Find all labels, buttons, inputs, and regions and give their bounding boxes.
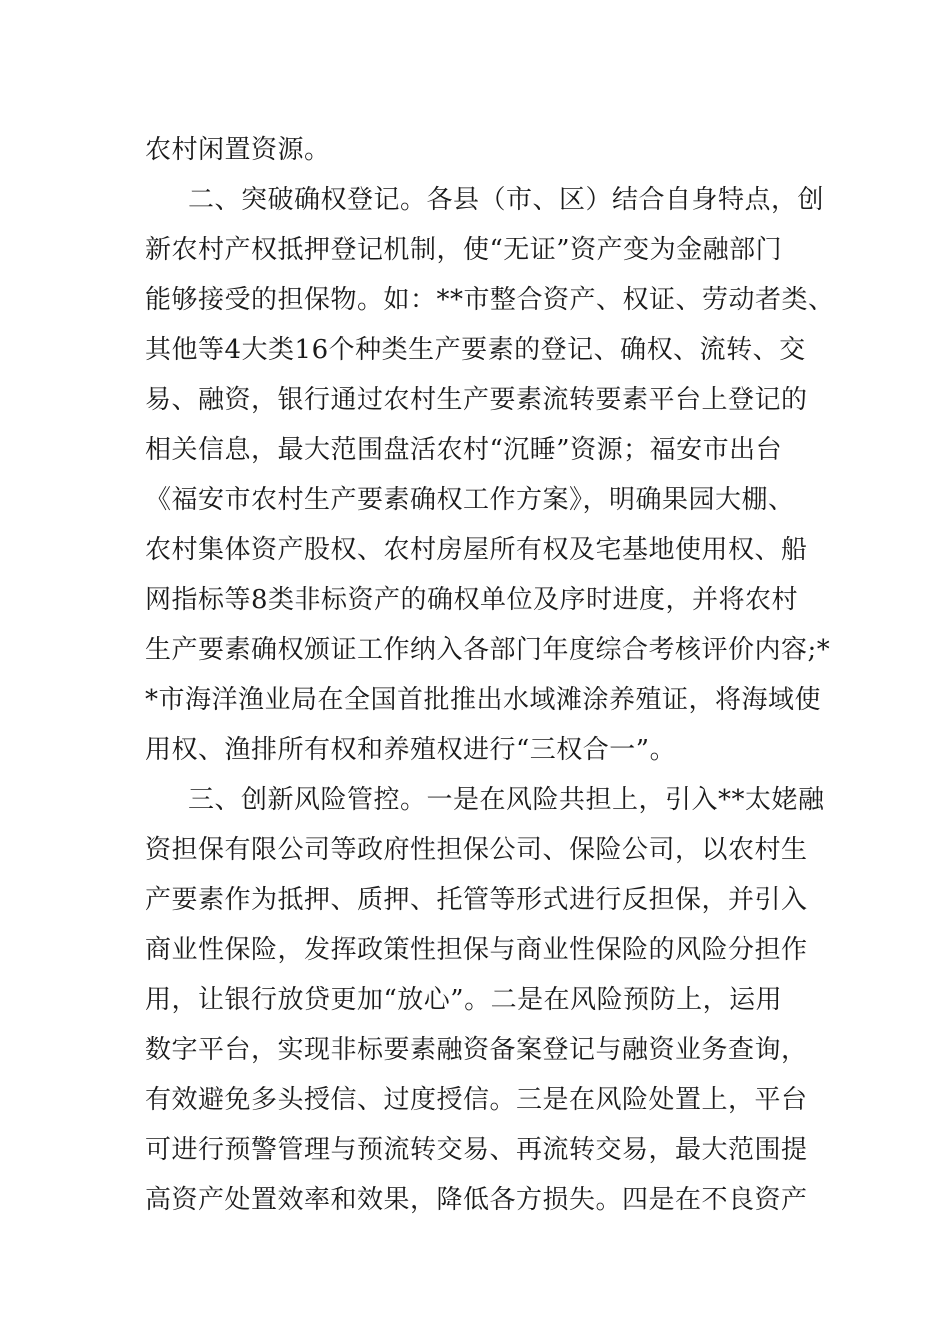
text-line-12: *市海洋渔业局在全国首批推出水域滩涂养殖证，将海域使 — [145, 685, 822, 715]
text-line-16: 产要素作为抵押、质押、托管等形式进行反担保，并引入 — [145, 885, 808, 915]
text-line-18: 用，让银行放贷更加“放心”。二是在风险预防上，运用 — [145, 985, 783, 1015]
text-line-9: 农村集体资产股权、农村房屋所有权及宅基地使用权、船 — [145, 535, 808, 565]
text-line-17: 商业性保险，发挥政策性担保与商业性保险的风险分担作 — [145, 935, 808, 965]
text-line-20: 有效避免多头授信、过度授信。三是在风险处置上，平台 — [145, 1085, 808, 1115]
text-line-13: 用权、渔排所有权和养殖权进行“三权合一”。 — [145, 735, 677, 765]
text-line-10: 网指标等8类非标资产的确权单位及序时进度，并将农村 — [145, 585, 799, 615]
text-line-4: 能够接受的担保物。如：**市整合资产、权证、劳动者类、 — [145, 285, 835, 315]
text-line-1: 农村闲置资源。 — [145, 135, 331, 165]
text-line-19: 数字平台，实现非标要素融资备案登记与融资业务查询， — [145, 1035, 808, 1065]
section-three-heading-line: 三、创新风险管控。一是在风险共担上，引入**太姥融 — [188, 785, 825, 815]
text-line-8: 《福安市农村生产要素确权工作方案》，明确果园大棚、 — [145, 485, 795, 515]
text-line-7: 相关信息，最大范围盘活农村“沉睡”资源；福安市出台 — [145, 435, 783, 465]
text-line-5: 其他等4大类16个种类生产要素的登记、确权、流转、交 — [145, 335, 806, 365]
text-line-15: 资担保有限公司等政府性担保公司、保险公司，以农村生 — [145, 835, 808, 865]
text-line-3: 新农村产权抵押登记机制，使“无证”资产变为金融部门 — [145, 235, 783, 265]
text-line-6: 易、融资，银行通过农村生产要素流转要素平台上登记的 — [145, 385, 808, 415]
text-line-21: 可进行预警管理与预流转交易、再流转交易，最大范围提 — [145, 1135, 808, 1165]
text-line-22: 高资产处置效率和效果，降低各方损失。四是在不良资产 — [145, 1185, 808, 1215]
text-line-11: 生产要素确权颁证工作纳入各部门年度综合考核评价内容;* — [145, 635, 831, 665]
section-two-heading-line: 二、突破确权登记。各县（市、区）结合自身特点，创 — [188, 185, 825, 215]
